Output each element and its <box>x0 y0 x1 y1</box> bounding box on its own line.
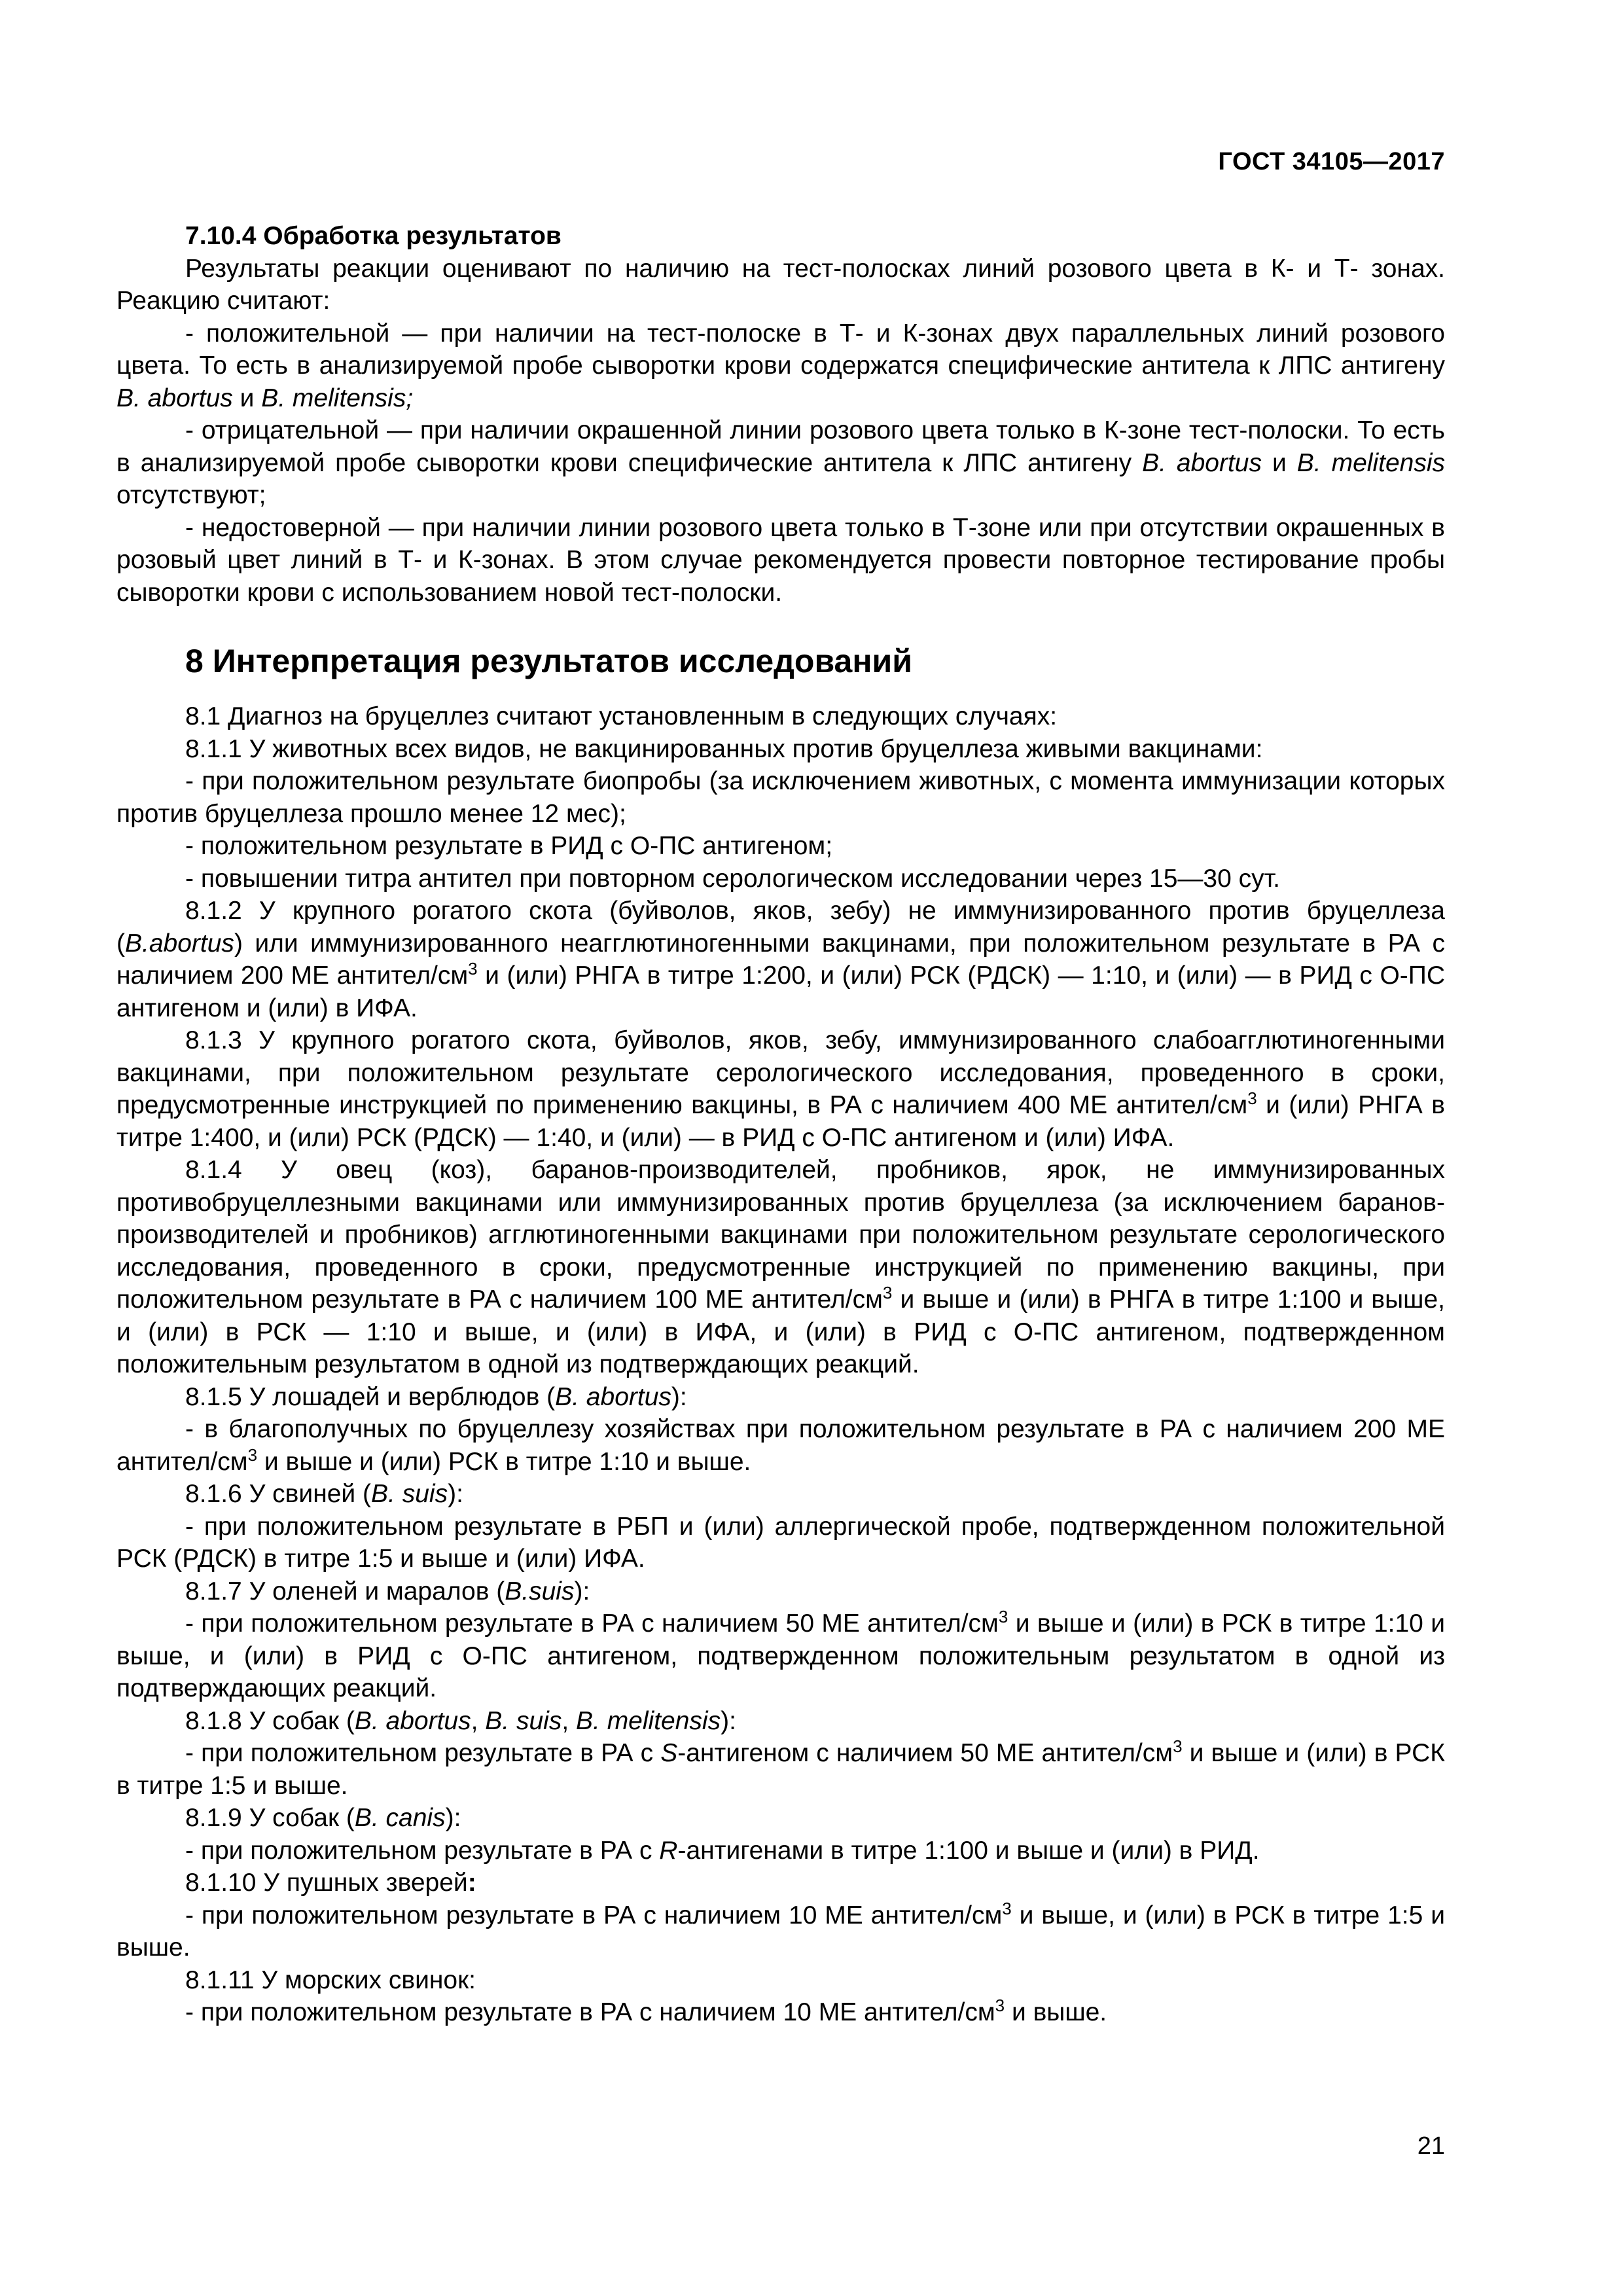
paragraph: - повышении титра антител при повторном серологическом исследовании через 15—30 сут. <box>185 864 1281 893</box>
paragraph: 8.1.2 У крупного рогатого скота (буйволов, яков, зебу) не иммунизированного против бруцеллеза (B.abortus) или иммунизированного неагглютиногенными вакцинами, при положительном результате в РА с наличием 200 МЕ антител/$см^3$ и (или) РНГА в титре 1:200, и (или) РСК (РДСК) — 1:10, и (или) — в РИД с О-ПС антигеном и (или) в ИФА. <box>116 897 1445 1022</box>
document-page <box>116 0 1445 2296</box>
paragraph: 8.1.9 У собак (B. canis): <box>185 1804 461 1832</box>
paragraph: - при положительном результате биопробы (за исключением животных, с момента иммунизации которых против бруцеллеза прошло менее 12 мес); <box>116 767 1445 828</box>
paragraph: 8.1.10 У пушных зверей: <box>185 1869 476 1897</box>
paragraph: 8.1.3 У крупного рогатого скота, буйволов, яков, зебу, иммунизированного слабоагглютиногенными вакцинами, при положительном результате серологического исследования, проведенного в сроки, предусмотренные инструкцией по применению вакцины, в РА с наличием 400 МЕ антител/$см^3$ и (или) РНГА в титре 1:400, и (или) РСК (РДСК) — 1:40, и (или) — в РИД с О-ПС антигеном и (или) ИФА. <box>116 1026 1445 1152</box>
paragraph: 8.1.4 У овец (коз), баранов-производителей, пробников, ярок, не иммунизированных противобруцеллезными вакцинами или иммунизированных против бруцеллеза (за исключением баранов-производителей и пробников) агглютиногенными вакцинами при положительном результате серологического исследования, проведенного в сроки, предусмотренные инструкцией по применению вакцины, при положительном результате в РА с наличием 100 МЕ антител/$см^3$ и выше и (или) в РНГА в титре 1:100 и выше, и (или) в РСК — 1:10 и выше, и (или) в ИФА, и (или) в РИД с О-ПС антигеном, подтвержденном положительным результатом в одной из подтверждающих реакций. <box>116 1156 1445 1378</box>
paragraph: - при положительном результате в РА с наличием 10 МЕ антител/$см^3$ и выше. <box>185 1996 1107 2026</box>
subsection-title-7-10-4: 7.10.4 Обработка результатов <box>185 222 562 250</box>
page-number: 21 <box>1417 2132 1445 2160</box>
paragraph: - в благополучных по бруцеллезу хозяйствах при положительном результате в РА с наличием 200 МЕ антител/$см^3$ и выше и (или) РСК в титре 1:10 и выше. <box>116 1415 1445 1476</box>
paragraph: - при положительном результате в РА с наличием 10 МЕ антител/$см^3$ и выше, и (или) в РСК в титре 1:5 и выше. <box>116 1898 1445 1962</box>
paragraph: 8.1.7 У оленей и маралов (B.suis): <box>185 1577 590 1605</box>
document-header: ГОСТ 34105—2017 <box>1218 148 1445 175</box>
paragraph: - положительной — при наличии на тест-полоске в Т- и К-зонах двух параллельных линий розового цвета. То есть в анализируемой пробе сыворотки крови содержатся специфические антитела к ЛПС антигену B. abortus и B. melitensis; <box>116 319 1445 412</box>
paragraph: 8.1.6 У свиней (B. suis): <box>185 1480 463 1508</box>
paragraph: - отрицательной — при наличии окрашенной линии розового цвета только в К-зоне тест-полоски. То есть в анализируемой пробе сыворотки крови специфические антитела к ЛПС антигену B. abortus и B. melitensis отсутствуют; <box>116 416 1445 509</box>
paragraph: 8.1.11 У морских свинок: <box>185 1965 476 1994</box>
paragraph: 8.1.1 У животных всех видов, не вакцинированных против бруцеллеза живыми вакцинами: <box>185 734 1263 763</box>
paragraph: 8.1.8 У собак (B. abortus, B. suis, B. melitensis): <box>185 1706 736 1735</box>
paragraph: 8.1 Диагноз на бруцеллез считают установленным в следующих случаях: <box>185 702 1058 730</box>
paragraph: 8.1.5 У лошадей и верблюдов (B. abortus): <box>185 1382 687 1411</box>
paragraph: - при положительном результате в РА с R-антигенами в титре 1:100 и выше и (или) в РИД. <box>185 1836 1260 1865</box>
paragraph: - положительном результате в РИД с О-ПС антигеном; <box>185 832 833 860</box>
document-body <box>116 220 1445 2029</box>
paragraph: - при положительном результате в РБП и (или) аллергической пробе, подтвержденном положительной РСК (РДСК) в титре 1:5 и выше и (или) ИФА. <box>116 1512 1445 1573</box>
section-heading-8: 8 Интерпретация результатов исследований <box>185 643 913 679</box>
paragraph: - недостоверной — при наличии линии розового цвета только в Т-зоне или при отсутствии окрашенных в розовый цвет линий в Т- и К-зонах. В этом случае рекомендуется провести повторное тестирование пробы сыворотки крови с использованием новой тест-полоски. <box>116 513 1445 607</box>
paragraph: - при положительном результате в РА с наличием 50 МЕ антител/$см^3$ и выше и (или) в РСК в титре 1:10 и выше, и (или) в РИД с О-ПС антигеном, подтвержденном положительным результатом в одной из подтверждающих реакций. <box>116 1607 1445 1702</box>
paragraph: Результаты реакции оценивают по наличию на тест-полосках линий розового цвета в К- и Т- зонах. Реакцию считают: <box>116 254 1445 315</box>
paragraph: - при положительном результате в РА с S-антигеном с наличием 50 МЕ антител/$см^3$ и выше и (или) в РСК в титре 1:5 и выше. <box>116 1736 1445 1800</box>
